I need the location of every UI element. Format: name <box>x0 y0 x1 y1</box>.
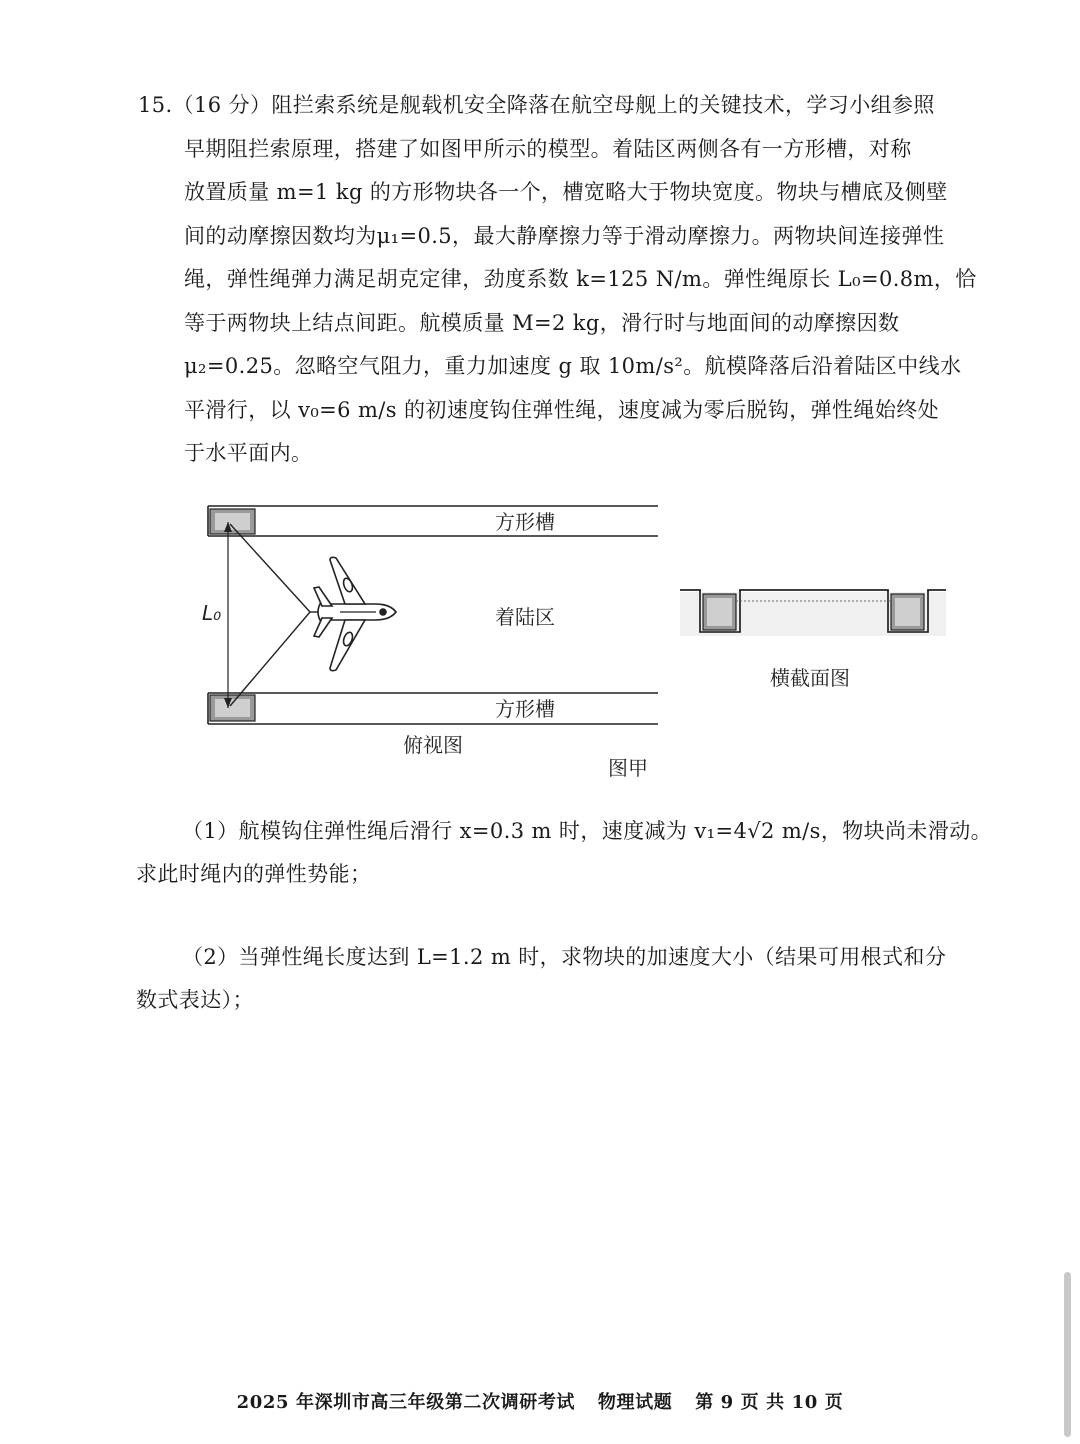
question-1 <box>136 810 993 896</box>
problem-line: 于水平面内。 <box>184 441 313 465</box>
question-line: 求此时绳内的弹性势能； <box>136 862 372 886</box>
airplane-icon <box>314 557 396 670</box>
top-slot-label: 方形槽 <box>495 510 555 534</box>
problem-line: 放置质量 m=1 kg 的方形物块各一个，槽宽略大于物块宽度。物块与槽底及侧壁 <box>184 180 948 204</box>
cross-section-caption: 横截面图 <box>770 666 850 690</box>
top-view-caption: 俯视图 <box>403 733 463 757</box>
question-line: （2）当弹性绳长度达到 L=1.2 m 时，求物块的加速度大小（结果可用根式和分 <box>182 945 947 969</box>
top-view-diagram <box>202 506 658 757</box>
footer-exam-title: 2025 年深圳市高三年级第二次调研考试 <box>236 1392 576 1413</box>
question-line: （1）航模钩住弹性绳后滑行 x=0.3 m 时，速度减为 v₁=4√2 m/s，物块尚未滑动。 <box>182 819 993 843</box>
elastic-rope-upper <box>230 524 310 612</box>
page-footer <box>0 1388 1080 1414</box>
problem-line: 平滑行，以 v₀=6 m/s 的初速度钩住弹性绳，速度减为零后脱钩，弹性绳始终处 <box>184 397 940 422</box>
question-2 <box>136 936 976 1022</box>
figure-caption: 图甲 <box>608 756 648 780</box>
elastic-rope-lower <box>230 612 310 706</box>
problem-15-statement <box>138 84 977 476</box>
cross-section-diagram <box>680 590 946 690</box>
problem-line: 间的动摩擦因数均为μ₁=0.5，最大静摩擦力等于滑动摩擦力。两物块间连接弹性 <box>184 223 945 248</box>
figure-jia <box>180 492 970 792</box>
problem-line: 绳，弹性绳弹力满足胡克定律，劲度系数 k=125 N/m。弹性绳原长 L₀=0.8m，恰 <box>184 267 977 291</box>
figure-svg <box>180 492 970 792</box>
scrollbar-thumb[interactable] <box>1064 1272 1071 1437</box>
footer-page-number: 第 9 页 共 10 页 <box>695 1392 844 1413</box>
footer-subject: 物理试题 <box>597 1392 673 1413</box>
problem-line: 等于两物块上结点间距。航模质量 M=2 kg，滑行时与地面间的动摩擦因数 <box>184 310 900 335</box>
length-label: L₀ <box>202 601 222 625</box>
question-line: 数式表达）； <box>136 988 254 1012</box>
problem-line: 早期阻拦索原理，搭建了如图甲所示的模型。着陆区两侧各有一方形槽，对称 <box>184 136 912 161</box>
landing-zone-label: 着陆区 <box>495 605 555 629</box>
problem-line: μ₂=0.25。忽略空气阻力，重力加速度 g 取 10m/s²。航模降落后沿着陆区中线水 <box>184 354 962 378</box>
bottom-slot-label: 方形槽 <box>495 697 555 721</box>
problem-line: 15.（16 分）阻拦索系统是舰载机安全降落在航空母舰上的关键技术，学习小组参照 <box>138 93 935 117</box>
